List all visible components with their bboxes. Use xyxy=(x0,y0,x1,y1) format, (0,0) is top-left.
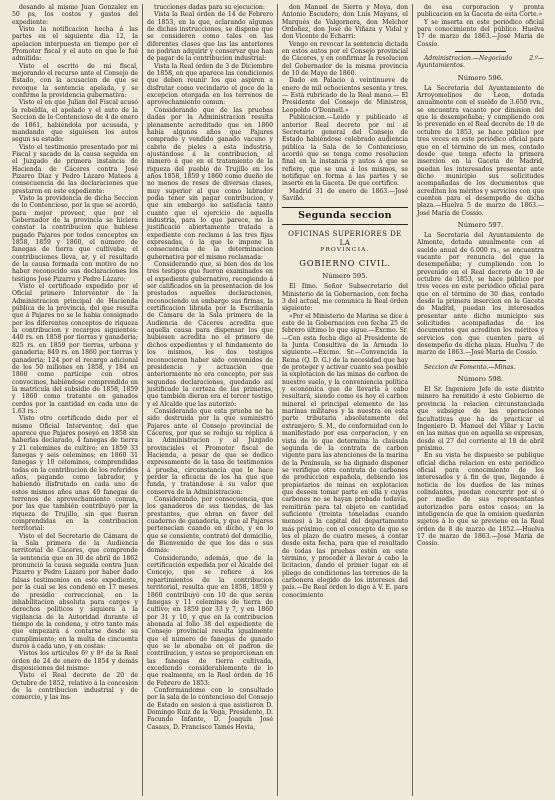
paragraph: Visto la providencia de dicha Seccion de lo Contencioso, por la que se acordó, para mejor proveer, que por el Gobernador de la provincia se hiciera constar la contribucion que hubiese pagado Pajares por todos conceptos en 1858, 1859 y 1860, el número de fanegas de tierra que cultivaba; el contribuciones lleva, ar, y el resultado de la causa formada con motivo de no haber reconocido sus declaraciones los testigos José Pizarro y Pedro Lázaro: xyxy=(12,194,138,283)
paragraph: Visto otro certificado dado por el mismo Oficial Interventor, del que aparece que Pajares poseyó en 1858 sin haberlas declarado, 4 fanegas de tierra y 21 celemines de cultivo; en 1859 33 fanegas y seis celemines; en 1860 31 fanegas y 10 celemines, comprendidas todas en la contribucion de los referidos años, pagando como labrador, y habiendo disfrutado en cada uno de estos mismos años unas 40 fanegas de terrenos de aprovechamiento comun, por las que también contribuyó por la riqueza de Trujillo, sin que fueran comprendidas en la contribucion territorial: xyxy=(12,415,138,533)
section-divider xyxy=(455,51,506,52)
paragraph: Visto el del Secretario de Cámara de la Sala primera de la Audiencia territorial de Cáceres, que comprende la sentencia que en 30 de abril de 1862 pronunció la causa seguida contra Juan Pizarro y Pedro Lázaro por haber dado falsas testimonios en este expediente, por la cual se les condenó en 17 meses de presidio correccional, en la inhabilitacion absoluta para cargos y derechos políticos y siquiera á la vigilancia de la Autoridad durante el tiempo de la condena, y otro tanto más que empezará á contarse desde su cumplimiento; en la multa de cincuenta duros á cada uno, y en costas: xyxy=(12,532,138,650)
paragraph: Considerando que esta prueba no ha sido destruida por la que suministró Pajares ante el Consejo provincial de Cáceres, por que se redujo su réplica á la Administracion y al Juzgado provinciales el Promotor fiscal de Hacienda, a pesar de que se dedico expresamente de la tasa de testimonios á prueba, circunstancia que le hace perder la eficacia de los ha que que funda, y tratándose á su valor que conserva de la Administracion: xyxy=(147,407,273,496)
paragraph: Visto la notificacion hecha á las partes en el siguiente dia 12, la apelacion interpuesta en tiempo por el Promotor fiscal y el auto en que le fué admitida: xyxy=(12,26,138,63)
column-4 xyxy=(413,4,548,796)
paragraph: Considerando, además, que de la certificación expedida por el Alcalde del Concejo, que se refiere á los repartimientos de la contribucion territorial, resulta que en 1858, 1859 y 1860 contribuyó con 10 de que serán fanegas y 11 celemines de tierra de cultivo; en 1859 por 33 y 7, y en 1860 por 31 y 10, y que en la contribucion abonada al folio 38 del expediente de Consejo provincial resulta igualmente que el número de fanegas de ganado que se le abonaba en el padron de contribucion, y estos se proporcionan en las fanegas de tierra cultivada, excediendo considerablemente de lo que realmente, en la Real órden de 16 de Febrero de 1853: xyxy=(147,554,273,687)
paragraph: El Ilmo. Señor Subsecretario del Ministerio de la Gobernacion, con fecha 3 del actual, me comunica la Real órden siguiente: xyxy=(282,283,408,313)
paragraph: Publicacion.—Leido y publicado el anterior Real decreto por mí el Secretario general del Consejo de Estado habiéndose celebrado audiencia pública la Sala de lo Contencioso, acordó que se tenga como resolucion final en la instancia y autos á que se refiere, que se una á los mismos, se notifique en forma á las partes y se inserte en la Gaceta. De que certifico. xyxy=(282,114,408,188)
notice-number: Número 598. xyxy=(457,375,504,384)
paragraph: de esa corporacion y pronta publicacion en la Gaceta de esta Corte.» xyxy=(417,4,544,19)
notice-number: Número 595. xyxy=(322,272,368,281)
paragraph: Vengo en revocar la sentencia dictada en estos autos por el Consejo provincial de Cáceres, y en confirmar la resolucion del Gobernador de la misma provincia de 10 de Mayo de 1860. xyxy=(282,40,408,78)
notice-number: Número 597. xyxy=(457,220,504,229)
column-1 xyxy=(8,4,143,796)
paragraph: Visto el en que Julian del Fiscal acusó la rebeldía, el apelado y el auto de la Seccion de lo Contencioso de 4 de enero de 1861, habiéndola por acusada, y mandando que siguiesen los autos segun su estado: xyxy=(12,99,138,144)
paragraph: Visto el certificado expedido por el Oficial primero Interventor de la Administracion principal de Hacienda pública de la provincia, del que resulta que á Pajares no se le habia consignado por los diferentes conceptos de riqueza la contribucion y recargos siguientes: 440 rs. en 1858 por tierras y ganaderia; 825 rs. en 1859 por tierras, urbana y ganaderia; 849 rs. en 1860 por tierras y ganaderia; 124 por el recargo adicional de los 50 millones en 1858, y 184 en 1860 como partícipe con otros convecinos, habiéndose comprendido en la matrícula del subsidio de 1858, 1859 y 1860 como tratante en ganados cerdos por la cantidad en cada uno de 1.63 rs.: xyxy=(12,283,138,415)
paragraph: Visto el Real decreto de 20 de Octubre de 1852, relativo á la concesion de la contribucion industrial y de comercio, y las ins- xyxy=(12,672,138,702)
department-heading: Seccion de Fomento.—Minas. xyxy=(424,363,516,371)
subsection-heading: OFICINAS SUPERIORES DE LA xyxy=(288,229,402,248)
paragraph: La Secretaria del Ayuntamiento de Almonte, dotada anualmente con el sueldo anual de 6.000 rs., se encuentra vacante por renuncia del que la desempeñaba; y cumpliendo con lo prevenido en el Real decreto de 19 de octubre de 1853, se hace público por tres veces en este periódico oficial para que en el término de 30 dias, contado desde la primera insercion en la Gaceta de Madrid, puedan los interesados presentar ante dicho municipio sus solicitudes acompañadas de los documentos que acrediten los méritos y servicios con que cuenten para el desempeño de dicha plaza. Huelva 7 de marzo de 1863.—José María de Cossío. xyxy=(417,231,544,357)
paragraph: Madrid 31 de enero de 1863.—José Saviñó. xyxy=(282,187,408,202)
paragraph: Considerando que, si bien dos de los tres testigos que fueron examinados en el expediente gubernativo, recogiendo á ser calificados en la presentacion de los prestados aquellos declaraciones, reconociendo un embargo sus firmas, la certificacion librada por la Escribanía de Cámara de la Sala primera de la Audiencia de Cáceres acredita que aquella causa para dispensar los que hubiesen acredita no el primero de dichos expedientes y el fundamento de los mismos, los dos testigos reconocieron haber sido convenidos de presidencia y actuación que anteriormente no era concepto, por sus segundas declaraciones, quedando así justificado la certeza de las primeras, que también dieran era el tercer testigo y el Alcalde que las autorizó: xyxy=(147,261,273,408)
paragraph: El Sr. Ingeniero Jefe de este distrito minero ha remitido á este Gobierno de provincia la relacion circunstanciada que subsigue de las operaciones facultativas que ha de practicar el Ingeniero D. Manuel del Villar y Lavin en las minas que en aquella se expresan, desde el 27 del corriente al 18 de abril próximo. xyxy=(417,386,544,452)
column-3 xyxy=(278,4,413,796)
newspaper-page xyxy=(8,4,548,796)
paragraph: desando al mismo Juan Gonzalez en 50 ps, los costos y gastos del expediente: xyxy=(12,4,138,26)
paragraph: Vista la Real órden de 14 de Febrero de 1853, en la que, aclarando algunas de dichas instrucciones, se dispone que se consideren como tales en las diferentes clases que las las anteriores no podrian adquirir y conservar que han de pagar de la contribucion industrial: xyxy=(147,11,273,63)
paragraph: Conformándome con lo consultado por la sala de lo contencioso del Consejo de Estado en sesion á que asistieron D. Domingo Ruiz de la Vega, Presidente, D. Facundo Infante, D. Joaquín José Casaus, D. Francisco Tamés Hevia, xyxy=(147,686,273,731)
notice-number: Número 596. xyxy=(457,73,504,82)
paragraph: La Secretaria del Ayuntamiento de Arroyomolinos de Leon, dotada anualmente con el sueldo de 3.650 rvn., se encuentra vacante por dimision del que la desempeñaba; y cumpliendo con lo prevenido en el Real decreto de 19 de octubre de 1853, se hace público por tres veces en este periódico oficial para que en el término de un mes, contado desde que tenga efecto la primera insercion en la Gaceta de Madrid, puedan los interesados presentar ante dicho municipio sus solicitudes acompañadas de los documentos que acrediten los méritos y servicios con que cuenten para el desempeño de dicha plaza.—Huelva 5 de marzo de 1863.—José María de Cossío. xyxy=(417,84,544,217)
paragraph: trucciones dadas para su ejecucion: xyxy=(154,4,265,11)
subsection-subheading: PROVINCIA. xyxy=(320,247,370,254)
section-heading: Segunda seccion xyxy=(282,207,408,225)
paragraph: don Manuel de Sierra y Moya, don Antonio Escudero, don Luis Mayans, el Marqués de Valgornera, don Melchor Ordoñez, don José de Viñaza y Vidal y don Vicente de Echarri: xyxy=(282,4,408,41)
paragraph: Dado en Palacio á veintinueve de enero de mil ochocientos sesenta y tres.— Está rubricado de la Real mano.— El Presidente del Consejo de Ministros, Leopoldo O'Donnell.» xyxy=(282,77,408,114)
paragraph: En su vista he dispuesto se publique oficial dicha relacion en este periódico oficial para conocimiento de los interesados y á fin de que, llegando á noticia de los dueños de las minas colindantes, puedan concurrir por sí ó por medio de sus representantes autorizados para estos casos; en la inteligencia de que la omision quedarán sujetos á lo que se previene en la Real órden de 8 de marzo de 1852.—Huelva 17 de marzo de 1863.—José María de Cossío. xyxy=(417,452,544,548)
section-divider xyxy=(455,360,506,361)
paragraph: Visto el testimonio presentado por mi Fiscal y sacado de la causa seguida en el Juzgado de primera instancia de Hacienda de Cáceres contra José Pizarro Diaz y Pedro Lázaro Mateos á consecuencia de las declaraciones que prestaron en este expediente: xyxy=(12,143,138,195)
paragraph: Y se inserta en este periódico oficial para conocimiento del público. Huelva 17 de marzo de 1863.—José María de Cossío. xyxy=(417,18,544,48)
paragraph: Vista la Real órden de 3 de Diciembre de 1858, en que aparece las condiciones que deben reunir los que aspiren a disfrutar como vecindario el goce de la excepcion otorgada en los terrenos de aprovechamiento comun: xyxy=(147,62,273,107)
paragraph: Vistos los artículos 6º y 8º de la Real órden de 24 de enero de 1854 y demás disposiciones del mismo: xyxy=(12,650,138,672)
paragraph: Considerando, por consecuencia, que los ganaderos de sus tiendas, de las prestantes, que obran en favor del cuaderno de ganadería, y que al Pajares pertenecían cuando en dicho, y en lo que se consiente, contrató del domicilio, de Bienvenido de que los dás o sus demás: xyxy=(147,496,273,555)
office-heading: GOBIERNO CIVIL. xyxy=(299,258,391,269)
column-2 xyxy=(143,4,278,796)
paragraph: Visto el escrito de mi fiscal, mejorando el recurso ante el Consejo de Estado, con la acusacion de que se revoque la sentencia apelada, y se confirme la providencia gubernativa: xyxy=(12,62,138,100)
paragraph: Considerando que de las pruebas dadas por la Administracion resulta plenamente acreditado que en 1860 había algunos años que Pajares comprado y vendido ganado vacuno y cabrio de pieles a esta industria, ajustándose á la contribucion, el número á que en el tratamiento de la riqueza del pueblo de Trujillo en los años 1858, 1859 y 1860 como dueño de no menos de reses de diversas clases, muy superior al que como labrador podia tener sin pagar contribucion, y que sin embargo no satisfacía tanto cuanto que el ejercicio de aquella industria, para lo que parece, no la justificació abiertamente tratada a expediente con reclamo á las tres fijas expresadas, ó la que le impone la consecuencia de la determinacion gubernativa por el mismo reclamada: xyxy=(147,106,273,261)
paragraph: «Por el Ministerio de Marina se dice á este de la Gobernacion con fecha 25 de febrero último lo que sigue.—Excmo. Sr.—Con esta fecha digo al Presidente de la Junta Consultiva de la Armada lo siguiente.—Excmo. Sr.—Convencida la Reina (Q. D. G.) de la necesidad que hay de proteger y activar cuanto sea posible la explotacion de las minas de carbon de nuestro suelo, y la conveniencia política y económica que de llevarla á cabo resultará, siendo como es hoy el carbon mineral el principal elemento de las marinas militares y la nuestra en esta parte tributaria absolutamente del extranjero; S. M., de conformidad con lo manifestado por esa corporacion, y en vista de lo que determina la claúsula segunda de la contrata de carbon vigente para las atenciones de la marina de la Península, se ha dignado disponer se verifique otra contrata de carbones de produccion española, debiendo los propietarios de minas en explotacion que deseen tomar parte en ella y cuyas carbones no se hayan probado todavía, remitirán para tal objeto en cantidad suficiente (treinta toneladas cuando menos) á la capital del departamento más próximo; con el concepto de que se les el plazo de cuatro meses, á contar desde esta fecha, para que el resultado de todas las pruebas estén en este término, y procedér á llevar á cabo la licitacion, dando el primer lugar en el pliego de condiciones las terrenos de la carbonera elegido de los intereses del país.—De Real órden lo digo á V. E. para conocimiento xyxy=(282,312,408,599)
department-heading: Administracion.—Negociado 2.º—Ayuntamientos. xyxy=(417,55,544,70)
